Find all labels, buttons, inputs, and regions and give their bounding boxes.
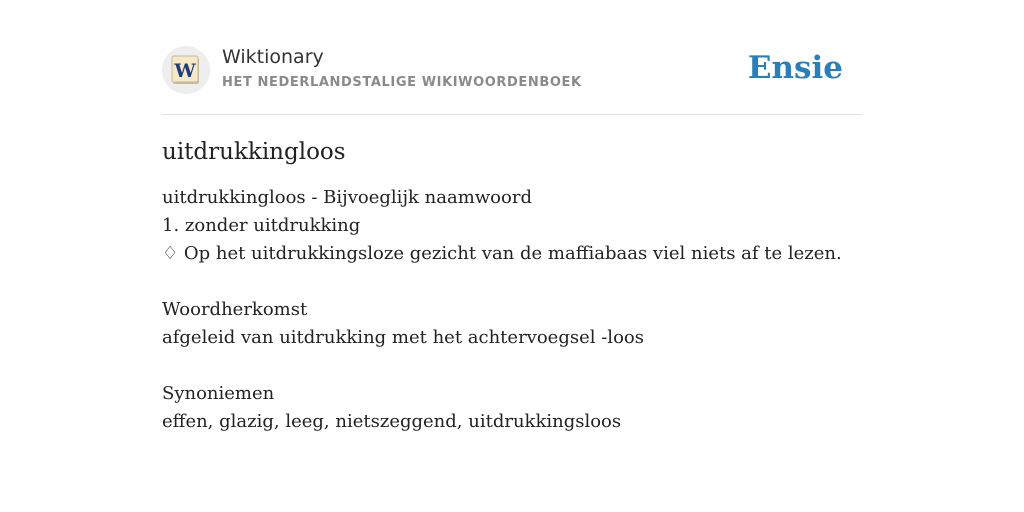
definition-example: ♢ Op het uitdrukkingsloze gezicht van de maffiabaas viel niets af te lezen. <box>162 243 842 264</box>
etymology-heading: Woordherkomst <box>162 299 308 320</box>
etymology-text: afgeleid van uitdrukking met het achtervoegsel -loos <box>162 327 644 348</box>
ensie-brand-link[interactable]: Ensie <box>747 50 843 86</box>
definition-sense: 1. zonder uitdrukking <box>162 215 361 236</box>
spacer <box>162 268 862 296</box>
page-title: uitdrukkingloos <box>162 139 346 165</box>
entry-card <box>162 44 862 436</box>
header <box>162 44 862 115</box>
wiktionary-tile-icon <box>171 55 201 85</box>
site-subtitle: HET NEDERLANDSTALIGE WIKIWOORDENBOEK <box>222 75 582 90</box>
synonyms-heading: Synoniemen <box>162 383 275 404</box>
wiktionary-logo[interactable] <box>162 46 210 94</box>
site-title[interactable]: Wiktionary <box>222 46 324 68</box>
definition-title: uitdrukkingloos - Bijvoeglijk naamwoord <box>162 187 532 208</box>
spacer <box>162 352 862 380</box>
entry-body <box>162 184 862 436</box>
logo-letter: W <box>174 60 196 82</box>
synonyms-list: effen, glazig, leeg, nietszeggend, uitdrukkingsloos <box>162 411 622 432</box>
